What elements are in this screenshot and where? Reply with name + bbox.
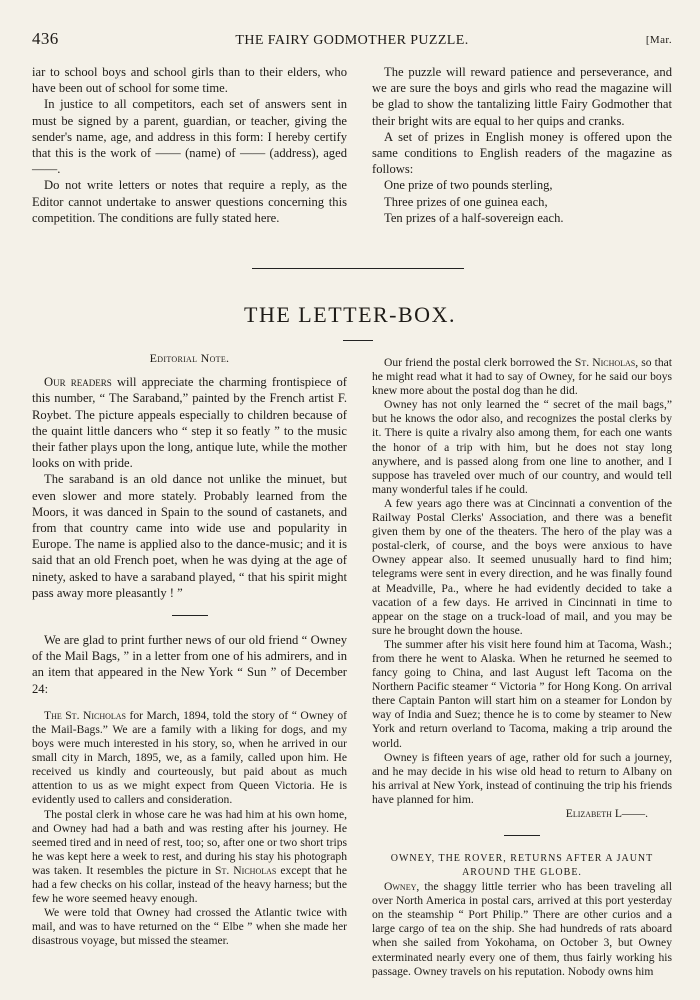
letter-paragraph: We were told that Owney had crossed the Atlantic twice with mail, and was to have returned on the “ Elbe ” when she made her disastrous voyage, but missed the steamer. — [32, 906, 347, 948]
letterbox-left-column — [32, 346, 347, 948]
prize-line: Ten prizes of a half-sovereign each. — [384, 210, 564, 225]
letter-paragraph: Our friend the postal clerk borrowed the St. Nicholas, so that he might read what it had to say of Owney, for he said our boys knew more about the postal dog than he did. — [372, 356, 672, 398]
letterbox-right-column — [372, 356, 672, 979]
letter-paragraph: Owney is fifteen years of age, rather old for such a journey, and he may decide in his wise old head to return to Albany on his arrival at New York, instead of continuing the trip his friends have planned for him. — [372, 750, 672, 806]
editorial-paragraph: The saraband is an old dance not unlike the minuet, but even slower and more stately. Probably learned from the Moors, it was danced in Spain to the sound of castanets, and from that country came into wide use and popularity in Europe. The name is applied also to the dance-music; and it is said that an old French poet, when he was dying at the age of ninety, asked to have a saraband played, “ that his spirit might pass away more pleasantly ! ” — [32, 472, 347, 600]
title-underline — [343, 340, 373, 341]
lead-in: Owney — [384, 880, 417, 894]
puzzle-paragraph: Do not write letters or notes that require a reply, as the Editor cannot undertake to answer questions concerning this competition. The conditions are fully stated here. — [32, 178, 347, 225]
section-title: THE LETTER-BOX. — [244, 302, 456, 327]
letter-paragraph: The summer after his visit here found him at Tacoma, Wash.; from there he went to Alaska. When he returned he seemed to fancy going to China, and last August left Tacoma on the Northern Pacific steamer “ Victoria ” for Hong Kong. On arrival there Captain Panton will start him on a steamer for London by way of India and Suez; thence he is to come by steamer to New York and return overland to Tacoma, making a trip around the world. — [372, 637, 672, 750]
puzzle-paragraph: A set of prizes in English money is offered upon the same conditions to English readers of the magazine as follows: — [372, 129, 672, 177]
page-number: 436 — [32, 29, 59, 48]
puzzle-right-column — [372, 64, 672, 226]
article-paragraph: Owney, the shaggy little terrier who has been traveling all over North America in postal cars, arrived at this port yesterday on the steamship “ Port Philip.” There are other curios and a large cargo of tea on the ship. She had hundreds of rats aboard when she sailed from Yokohama, on October 3, but Owney exterminated nearly every one of them, thus fairly working his passage. Owney travels on his reputation. Nobody owns him — [372, 880, 672, 978]
lead-in: Our readers — [44, 375, 112, 390]
issue-month: [Mar. — [645, 34, 672, 46]
letter-paragraph: Owney has not only learned the “ secret of the mail bags,” but he knows the odor also, and recognizes the postal clerks by it. There is quite a rivalry also among them, for each one wants the honor of a trip with him, but he does not stay long anywhere, and is passed along from one line to another, and I suppose has traveled over much of our country, and would tell many wonderful tales if he could. — [372, 398, 672, 496]
article-heading: OWNEY, THE ROVER, RETURNS AFTER A JAUNT AROUND THE GLOBE. — [390, 853, 654, 879]
letter-block — [32, 709, 347, 949]
short-divider — [172, 615, 208, 616]
letter-signature: Elizabeth L——. — [565, 807, 648, 820]
lead-in: The St. Nicholas — [44, 708, 126, 722]
running-title: THE FAIRY GODMOTHER PUZZLE. — [235, 33, 469, 48]
prize-line: Three prizes of one guinea each, — [384, 194, 548, 209]
puzzle-paragraph: The puzzle will reward patience and perseverance, and we are sure the boys and girls who read the magazine will be glad to show the tantalizing little Fairy Godmother that their bright wits are equal to her quips and cranks. — [372, 65, 672, 128]
running-header — [32, 29, 672, 53]
puzzle-paragraph: iar to school boys and school girls than to their elders, who have been out of school for some time. — [32, 65, 347, 96]
puzzle-paragraph: In justice to all competitors, each set of answers sent in must be signed by a parent, guardian, or teacher, giving the sender's name, age, and address in this form: I hereby certify that this is the work of —— (name) of —— (address), aged ——. — [32, 97, 347, 177]
letter-paragraph: A few years ago there was at Cincinnati a convention of the Railway Postal Clerks' Association, and there was a benefit given them by one of the theaters. The hero of the play was a postal-clerk, of course, and the boys were anxious to have Owney appear also. It seemed unusually hard to find him; telegrams were sent in every direction, and he was finally found at Meadville, Pa., where he had evidently decided to take a vacation of a few days. He arrived in Cincinnati in time to appear on the stage on a truck-load of mail, and you may be sure he brought down the house. — [372, 496, 672, 637]
letter-paragraph: The postal clerk in whose care he was had him at his own home, and Owney had had a bath and was resting after his journey. He seemed tired and in need of rest, too; so, after one or two short trips he was kept here a week to rest, and during his stay his photograph was taken. It resembles the picture in St. Nicholas except that he had a few checks on his collar, instead of the heavy harness; but the few he wore seemed heavy enough. — [32, 807, 347, 906]
editorial-paragraph: Our readers will appreciate the charming frontispiece of this number, “ The Saraband,” painted by the French artist F. Roybet. The picture appeals especially to children because of the quaint little dancers who “ step it so featly ” to the music their father plays upon the long, antique lute, while the mother looks on with pride. — [32, 375, 347, 471]
puzzle-left-column — [32, 64, 347, 226]
short-divider — [504, 835, 540, 836]
prize-line: One prize of two pounds sterling, — [384, 178, 553, 193]
section-divider — [252, 268, 464, 269]
letter-paragraph: The St. Nicholas for March, 1894, told the story of “ Owney of the Mail-Bags.” We are a family with a liking for dogs, and my boys were much interested in his story, so, when he arrived in our small city in March, 1895, we, as a family, called upon him. He received us kindly and courteously, but paid about as much attention to us as we might expect from Queen Victoria. He is evidently used to callers and consideration. — [32, 708, 347, 807]
owney-intro: We are glad to print further news of our old friend “ Owney of the Mail Bags, ” in a letter from one of his admirers, and in an item that appeared in the New York “ Sun ” of December 24: — [32, 633, 347, 696]
editorial-heading: Editorial Note. — [149, 351, 230, 365]
